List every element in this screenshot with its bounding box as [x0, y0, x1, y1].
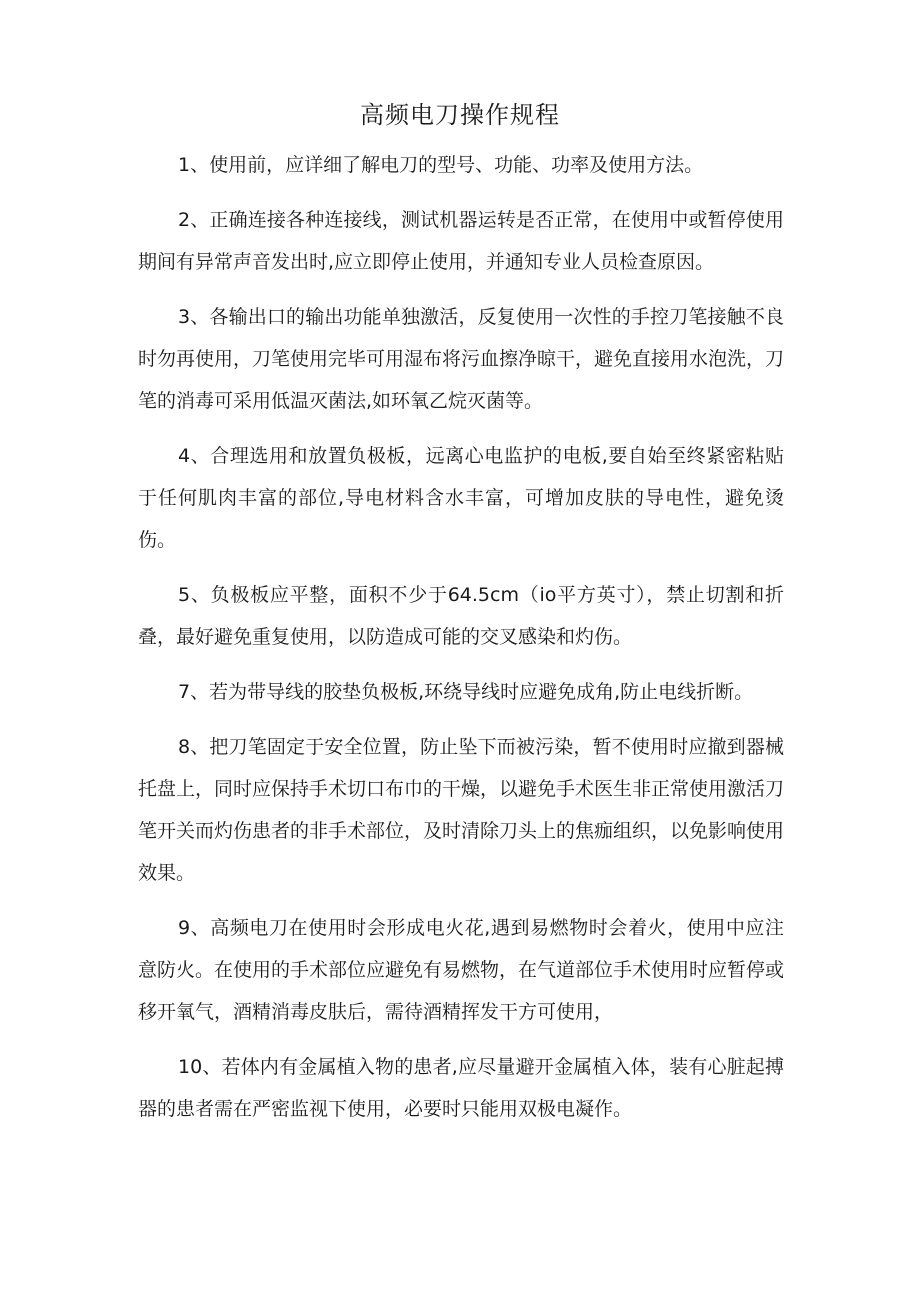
paragraph-3: 3、各输出口的输出功能单独激活，反复使用一次性的手控刀笔接触不良时勿再使用，刀笔使用完毕可用湿布将污血擦净晾干，避免直接用水泡洗，刀笔的消毒可采用低温灭菌法,如环氧乙烷灭菌等。 [138, 306, 785, 412]
paragraph-4: 4、合理选用和放置负极板，远离心电监护的电板,要自始至终紧密粘贴于任何肌肉丰富的部位,导电材料含水丰富，可增加皮肤的导电性，避免烫伤。 [138, 445, 784, 551]
paragraph-5: 5、负极板应平整，面积不少于64.5cm（io平方英寸），禁止切割和折叠，最好避免重复使用，以防造成可能的交叉感染和灼伤。 [138, 584, 784, 648]
paragraph-2: 2、正确连接各种连接线，测试机器运转是否正常，在使用中或暂停使用期间有异常声音发出时,应立即停止使用，并通知专业人员检查原因。 [138, 209, 784, 273]
paragraph-10: 10、若体内有金属植入物的患者,应尽量避开金属植入体，装有心脏起搏器的患者需在严密监视下使用，必要时只能用双极电凝作。 [138, 1056, 784, 1120]
paragraph-7: 7、若为带导线的胶垫负极板,环绕导线时应避免成角,防止电线折断。 [178, 681, 754, 703]
document-body [138, 144, 784, 1143]
document-title: 高频电刀操作规程 [360, 101, 560, 129]
paragraph-9: 9、高频电刀在使用时会形成电火花,遇到易燃物时会着火，使用中应注意防火。在使用的手术部位应避免有易燃物，在气道部位手术使用时应暂停或移开氧气，酒精消毒皮肤后，需待酒精挥发干方可使用， [138, 917, 785, 1023]
paragraph-8: 8、把刀笔固定于安全位置，防止坠下而被污染，暂不使用时应撤到器械托盘上，同时应保持手术切口布巾的干燥，以避免手术医生非正常使用激活刀笔开关而灼伤患者的非手术部位，及时清除刀头上的焦痂组织，以免影响使用效果。 [138, 736, 785, 884]
paragraph-1: 1、使用前，应详细了解电刀的型号、功能、功率及使用方法。 [178, 154, 704, 176]
